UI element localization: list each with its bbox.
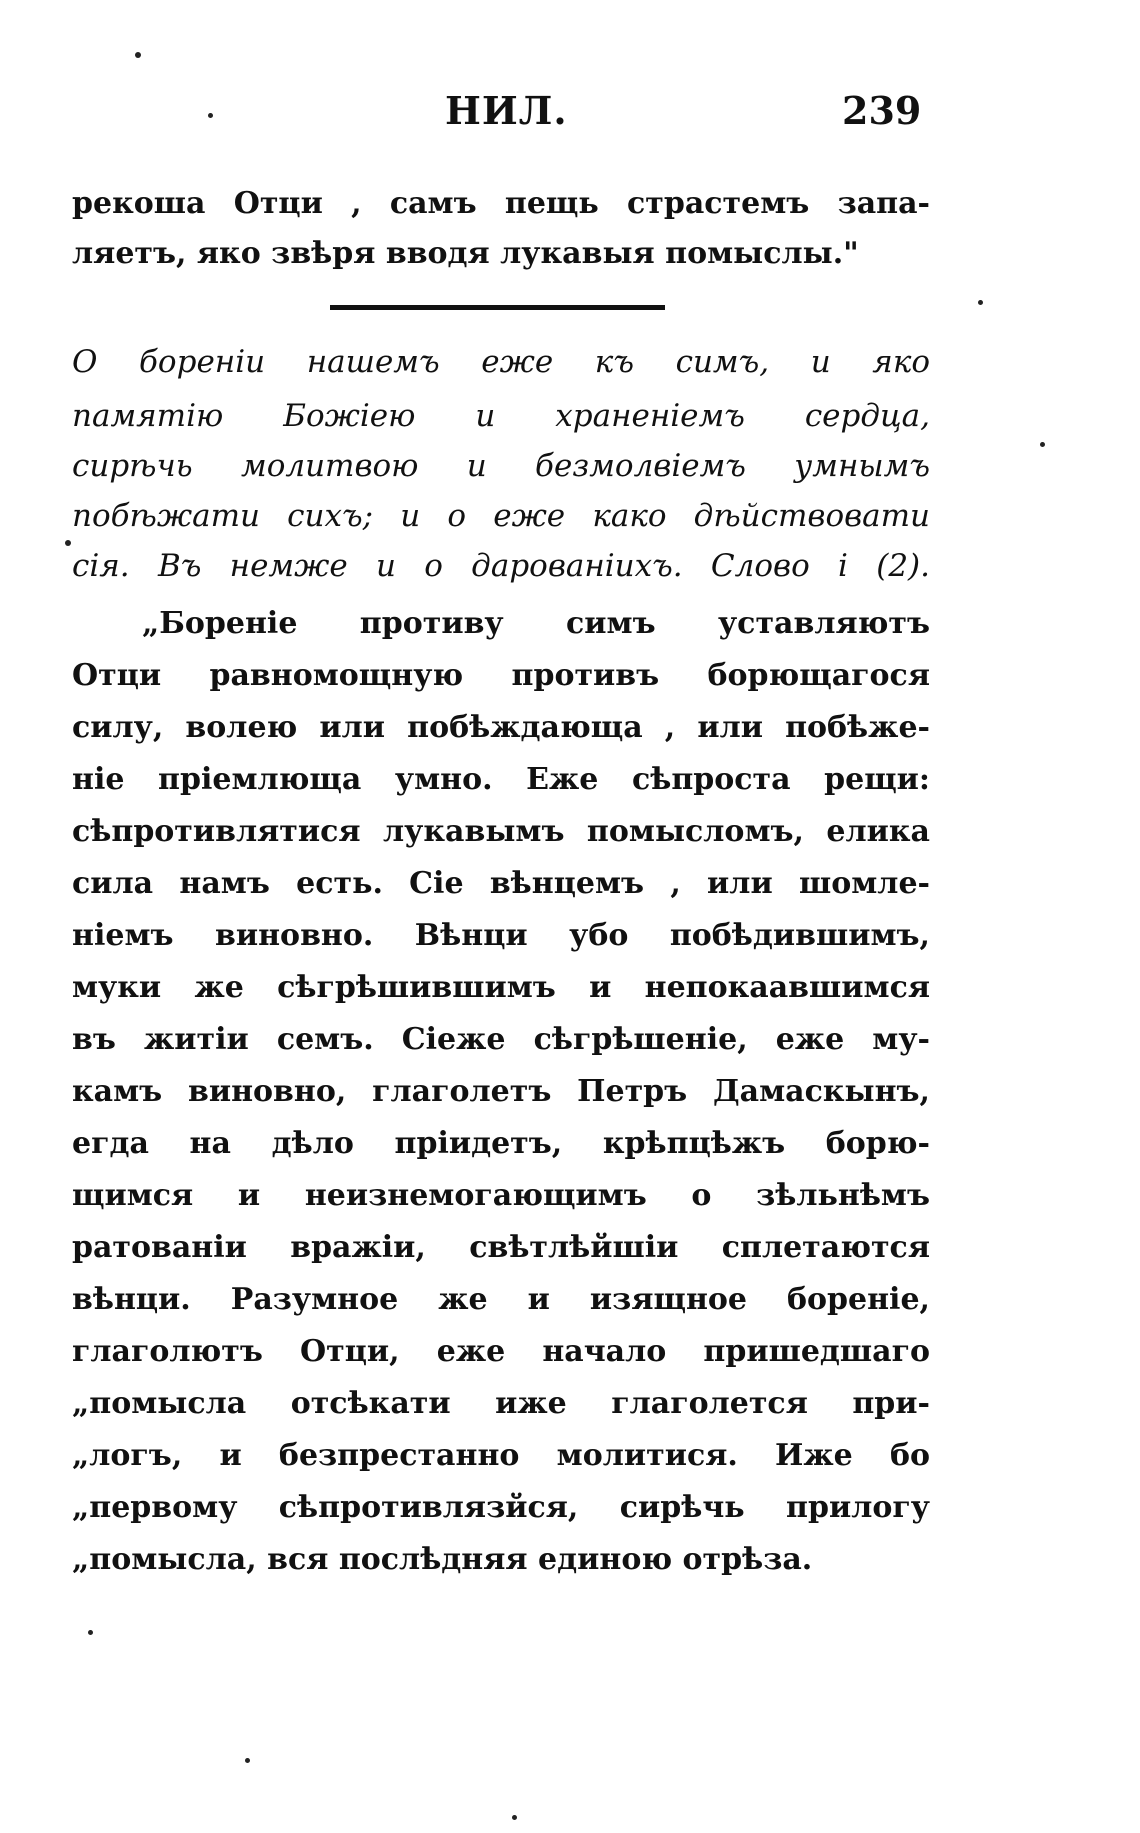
- scan-speck: [88, 1630, 93, 1635]
- running-head-title: НИЛ.: [445, 88, 568, 133]
- text-line: глаголютъ Отци, еже начало пришедшаго: [72, 1334, 930, 1369]
- scan-speck: [65, 540, 71, 546]
- text-line: нiе прiемлюща умно. Еже сѣпроста рещи:: [72, 762, 930, 797]
- text-line: вѣнци. Разумное же и изящное боренiе,: [72, 1282, 930, 1317]
- chapter-heading-line: памятiю Божiею и храненiемъ сердца,: [72, 398, 930, 434]
- chapter-heading-line: побѣжати сихъ; и о еже како дѣйствовати: [72, 498, 930, 534]
- text-line: ляетъ, яко звѣря вводя лукавыя помыслы.": [72, 236, 859, 271]
- text-line: щимся и неизнемогающимъ о зѣльнѣмъ: [72, 1178, 930, 1213]
- text-line: сѣпротивлятися лукавымъ помысломъ, елика: [72, 814, 930, 849]
- chapter-heading-line: сирѣчь молитвою и безмолвiемъ умнымъ: [72, 448, 930, 484]
- text-line: камъ виновно, глаголетъ Петръ Дамаскынъ,: [72, 1074, 930, 1109]
- section-divider: [330, 305, 665, 310]
- text-line: егда на дѣло прiидетъ, крѣпцѣжъ борю-: [72, 1126, 930, 1161]
- text-line: нiемъ виновно. Вѣнци убо побѣдившимъ,: [72, 918, 930, 953]
- running-head: [0, 88, 1140, 148]
- text-line: силу, волею или побѣждающа , или побѣже-: [72, 710, 930, 745]
- text-line: рекоша Отци , самъ пещь страстемъ запа-: [72, 186, 930, 221]
- scan-speck: [512, 1815, 517, 1820]
- chapter-heading-line: О боренiи нашемъ еже къ симъ, и яко: [72, 344, 930, 380]
- scan-speck: [245, 1758, 250, 1763]
- text-line: „помысла отсѣкати иже глаголется при-: [72, 1386, 930, 1421]
- text-line: сила намъ есть. Сiе вѣнцемъ , или шомле-: [72, 866, 930, 901]
- scan-speck: [978, 300, 983, 305]
- text-line: ратованiи вражiи, свѣтлѣйшiи сплетаются: [72, 1230, 930, 1265]
- text-line: въ житiи семъ. Сiеже сѣгрѣшенiе, еже му-: [72, 1022, 930, 1057]
- text-line: Отци равномощную противъ борющагося: [72, 658, 930, 693]
- scan-speck: [1040, 442, 1045, 447]
- text-line: муки же сѣгрѣшившимъ и непокаавшимся: [72, 970, 930, 1005]
- page-number: 239: [842, 88, 922, 133]
- text-line: „первому сѣпротивлязйся, сирѣчь прилогу: [72, 1490, 930, 1525]
- scan-speck: [208, 113, 213, 118]
- text-line: „логъ, и безпрестанно молитися. Иже бо: [72, 1438, 930, 1473]
- chapter-heading-line: сiя. Въ немже и о дарованiихъ. Слово i (2).: [72, 548, 930, 584]
- scan-speck: [135, 52, 141, 58]
- text-line: „Боренiе противу симъ уставляютъ: [142, 606, 930, 641]
- text-line: „помысла, вся послѣдняя единою отрѣза.: [72, 1542, 813, 1577]
